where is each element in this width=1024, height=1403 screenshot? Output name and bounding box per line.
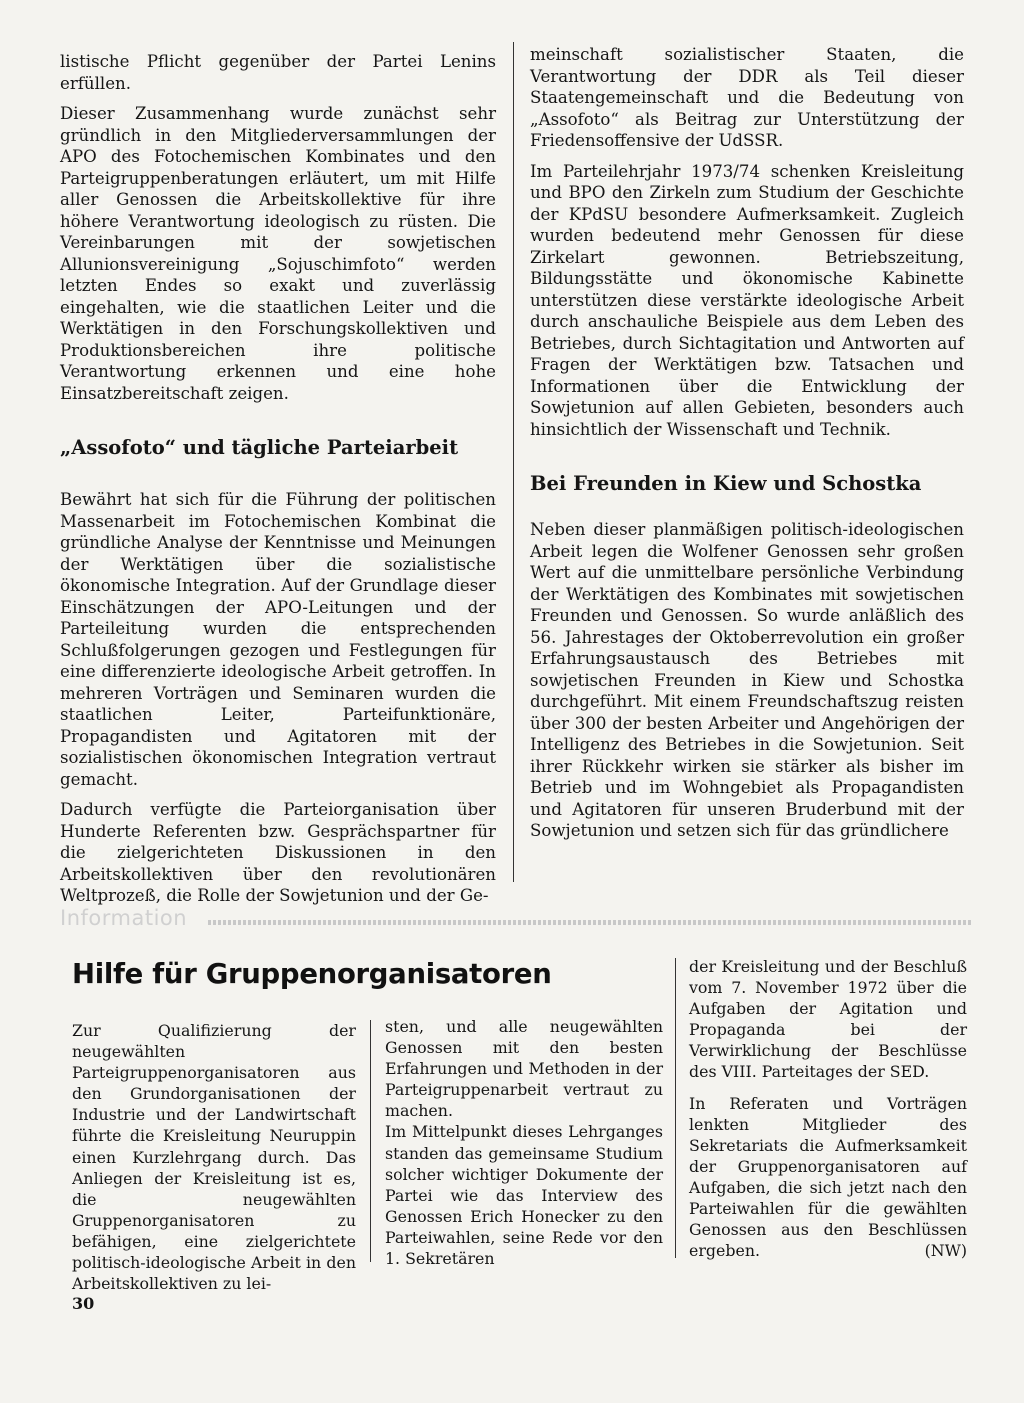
paragraph bbox=[689, 1093, 967, 1262]
section-heading-assofoto: „Assofoto“ und tägliche Parteiarbeit bbox=[60, 436, 459, 459]
bottom-column-2 bbox=[385, 1016, 663, 1269]
paragraph: Dieser Zusammenhang wurde zunächst sehr gründlich in den Mitgliederversammlungen der APO des Fotochemischen Kombinates und den Parteigruppenberatungen erläutert, um mit Hilfe aller Genossen die Arbeitskollektive für ihre höhere Verantwortung ideologisch zu rüsten. Die Vereinbarungen mit der sowjetischen Allunionsvereinigung „Sojuschimfoto“ werden letzten Endes so exakt und zuverlässig eingehalten, wie die staatlichen Leiter und die Werktätigen in den Forschungskollektiven und Produktionsbereichen ihre politische Verantwortung erkennen und eine hohe Einsatzbereitschaft zeigen. bbox=[60, 104, 496, 403]
column-divider bbox=[513, 42, 514, 882]
paragraph: Zur Qualifizierung der neugewählten Parteigruppenorganisatoren aus den Grundorganisationen der Industrie und der Landwirtschaft führte die Kreisleitung Neuruppin einen Kurzlehrgang durch. Das Anliegen der Kreisleitung ist es, die neugewählten Gruppenorganisatoren zu befähigen, eine zielgerichtete politisch-ideologische Arbeit in den Arbeitskollektiven zu lei- bbox=[72, 1021, 356, 1294]
paragraph: der Kreisleitung und der Beschluß vom 7. November 1972 über die Aufgaben der Agitation und Propaganda bei der Verwirklichung der Beschlüsse des VIII. Parteitages der SED. bbox=[689, 957, 967, 1082]
top-right-column bbox=[530, 44, 964, 842]
paragraph: sten, und alle neugewählten Genossen mit den besten Erfahrungen und Methoden in der Parteigruppenarbeit vertraut zu machen. bbox=[385, 1017, 663, 1121]
article-title: Hilfe für Gruppenorganisatoren bbox=[72, 958, 552, 990]
page-number: 30 bbox=[72, 1294, 95, 1313]
information-label: Information bbox=[60, 906, 188, 930]
information-banner bbox=[60, 906, 972, 934]
paragraph: Dadurch verfügte die Parteiorganisation über Hunderte Referenten bzw. Gesprächspartner für die zielgerichteten Diskussionen in den Arbeitskollektiven über den revolutionären Weltprozeß, die Rolle der Sowjetunion und der Ge- bbox=[60, 800, 496, 905]
column-divider bbox=[675, 958, 676, 1258]
paragraph: Neben dieser planmäßigen politisch-ideologischen Arbeit legen die Wolfener Genossen sehr großen Wert auf die unmittelbare persönliche Verbindung der Werktätigen des Kombinates mit sowjetischen Freunden und Genossen. So wurde anläßlich des 56. Jahrestages der Oktoberrevolution ein großer Erfahrungsaustausch des Betriebes mit sowjetischen Freunden in Kiew und Schostka durchgeführt. Mit einem Freundschaftszug reisten über 300 der besten Arbeiter und Angehörigen der Intelligenz des Betriebes in die Sowjetunion. Seit ihrer Rückkehr wirken sie stärker als bisher im Betrieb und im Wohngebiet als Propagandisten und Agitatoren für unseren Bruderbund mit der Sowjetunion und setzen sich für das gründlichere bbox=[530, 520, 964, 840]
paragraph: meinschaft sozialistischer Staaten, die Verantwortung der DDR als Teil dieser Staatengemeinschaft und die Bedeutung von „Assofoto“ als Beitrag zur Unterstützung der Friedensoffensive der UdSSR. bbox=[530, 45, 964, 150]
bottom-column-3 bbox=[689, 956, 967, 1261]
paragraph-text: In Referaten und Vorträgen lenkten Mitglieder des Sekretariats die Aufmerksamkeit der Gruppenorganisatoren auf Aufgaben, die sich jetzt nach den Parteiwahlen für die gewählten Genossen aus den Beschlüssen ergeben. bbox=[689, 1093, 967, 1261]
paragraph: Im Mittelpunkt dieses Lehrganges standen das gemeinsame Studium solcher wichtiger Dokumente der Partei wie das Interview des Genossen Erich Honecker zu den Parteiwahlen, seine Rede vor den 1. Sekretären bbox=[385, 1122, 663, 1269]
paragraph: Im Parteilehrjahr 1973/74 schenken Kreisleitung und BPO den Zirkeln zum Studium der Geschichte der KPdSU besondere Aufmerksamkeit. Zugleich wurden bedeutend mehr Genossen für diese Zirkelart gewonnen. Betriebszeitung, Bildungsstätte und ökonomische Kabinette unterstützen diese verstärkte ideologische Arbeit durch anschauliche Beispiele aus dem Leben des Betriebes, durch Sichtagitation und Antworten auf Fragen der Werktätigen bzw. Tatsachen und Informationen über die Entwicklung der Sowjetunion auf allen Gebieten, besonders auch hinsichtlich der Wissenschaft und Technik. bbox=[530, 161, 964, 439]
bottom-column-1 bbox=[72, 1020, 356, 1294]
paragraph: Bewährt hat sich für die Führung der politischen Massenarbeit im Fotochemischen Kombinat die gründliche Analyse der Kenntnisse und Meinungen der Werktätigen über die sozialistische ökonomische Integration. Auf der Grundlage dieser Einschätzungen der APO-Leitungen und der Parteileitung wurden die entsprechenden Schlußfolgerungen gezogen und Festlegungen für eine differenzierte ideologische Arbeit getroffen. In mehreren Vorträgen und Seminaren wurden die staatlichen Leiter, Parteifunktionäre, Propagandisten und Agitatoren mit der sozialistischen ökonomischen Integration vertraut gemacht. bbox=[60, 490, 496, 789]
paragraph: listische Pflicht gegenüber der Partei Lenins erfüllen. bbox=[60, 52, 496, 93]
column-divider bbox=[370, 1020, 371, 1262]
top-left-column bbox=[60, 51, 496, 907]
dotted-separator bbox=[208, 920, 972, 925]
section-heading-kiew: Bei Freunden in Kiew und Schostka bbox=[530, 472, 922, 495]
author-signature: (NW) bbox=[924, 1241, 967, 1261]
